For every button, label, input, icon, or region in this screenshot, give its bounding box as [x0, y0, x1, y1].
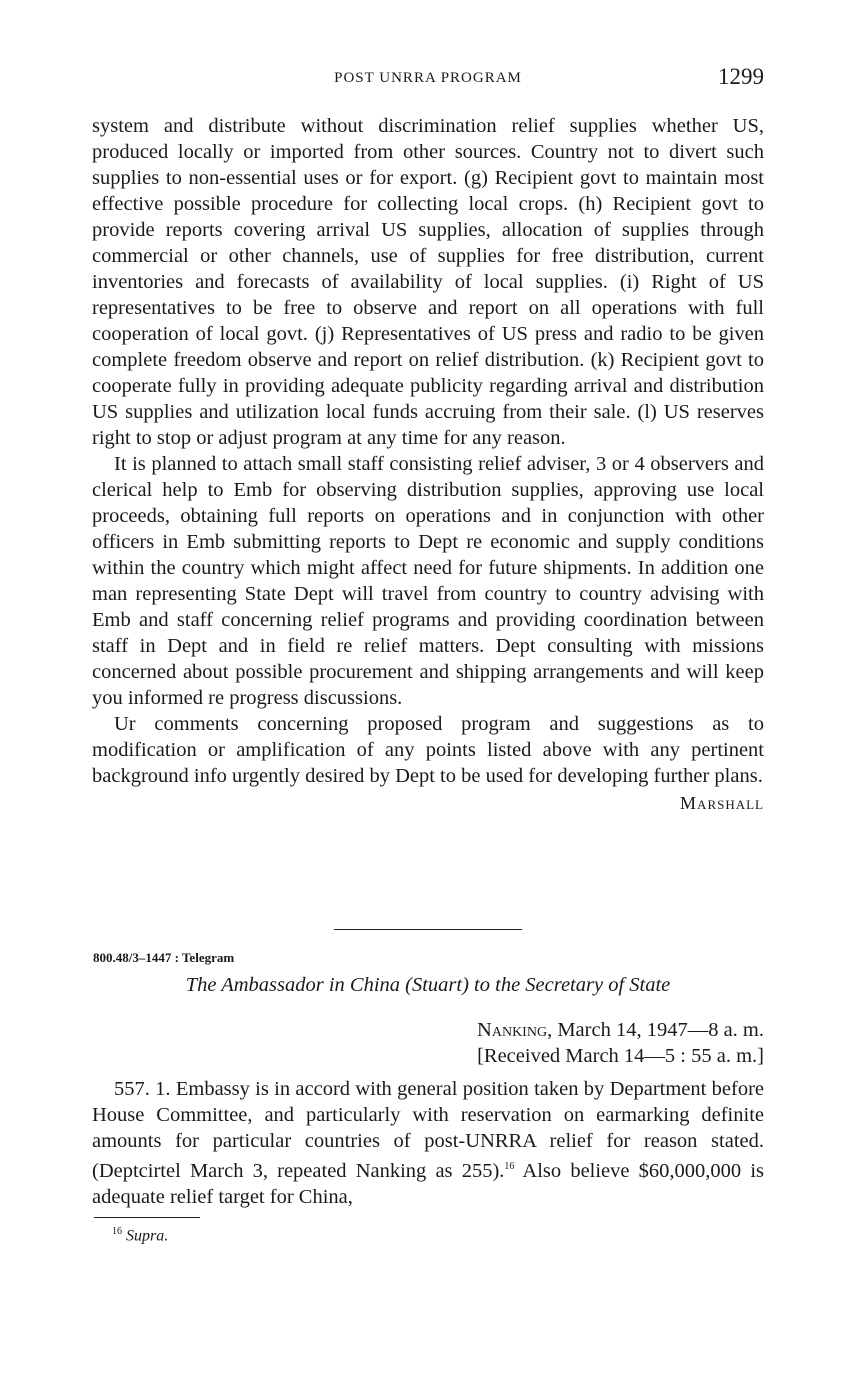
place-name: Nanking,: [477, 1019, 553, 1041]
telegram-body: [92, 1076, 764, 1210]
section-divider: [334, 929, 522, 930]
date-time: March 14, 1947—8 a. m.: [557, 1019, 764, 1041]
telegram-text: 557. 1. Embassy is in accord with general position taken by Department before House Committee, and particularly with reservation on earmarking definite amounts for particular countries of post-UNRRA relief for reason stated. (Deptcirtel March 3, repeated Nanking as 255).: [92, 1078, 764, 1182]
paragraph-relief-conditions: system and distribute without discrimination relief supplies whether US, produced locally or imported from other sources. Country not to divert such supplies to non-essential uses or for export. (g) Recipient govt to maintain most effective possible procedure for collecting local crops. (h) Recipient govt to provide reports covering arrival US supplies, allocation of supplies through commercial or other channels, use of supplies for free distribution, current inventories and forecasts of availability of local supplies. (i) Right of US representatives to be free to observe and report on all operations with full cooperation of local govt. (j) Representatives of US press and radio to be given complete freedom observe and report on relief distribution. (k) Recipient govt to cooperate fully in providing adequate publicity regarding arrival and distribution US supplies and utilization local funds accruing from their sale. (l) US reserves right to stop or adjust program at any time for any reason.: [92, 115, 764, 449]
continued-instruction-text: [92, 113, 764, 816]
running-title: POST UNRRA PROGRAM: [334, 70, 522, 86]
footnote: [112, 1226, 168, 1245]
running-head: [92, 64, 764, 94]
dateline: [477, 1017, 764, 1069]
signature-marshall: Marshall: [680, 793, 764, 813]
footnote-text: Supra.: [126, 1227, 169, 1245]
footnote-divider: [94, 1217, 200, 1218]
telegram-text-continued: Also believe $60,000,000 is adequate relief target for China,: [92, 1159, 764, 1208]
received-line: [Received March 14—5 : 55 a. m.]: [477, 1045, 764, 1067]
telegram-paragraph: [92, 1076, 764, 1210]
document-title: The Ambassador in China (Stuart) to the Secretary of State: [185, 974, 671, 996]
paragraph-comments-request: Ur comments concerning proposed program and suggestions as to modification or amplification of any points listed above with any pertinent background info urgently desired by Dept to be used for developing further plans.: [92, 713, 764, 787]
footnote-reference[interactable]: 16: [504, 1161, 515, 1172]
place-date-line: [477, 1017, 764, 1043]
page-number: 1299: [718, 64, 764, 89]
footnote-marker: 16: [112, 1226, 122, 1237]
paragraph-staffing-plan: It is planned to attach small staff consisting relief adviser, 3 or 4 observers and clerical help to Emb for observing distribution supplies, approving use local proceeds, obtaining full reports on operations and in conjunction with other officers in Emb submitting reports to Dept re economic and supply conditions within the country which might affect need for future shipments. In addition one man representing State Dept will travel from country to country advising with Emb and staff concerning relief programs and providing coordination between staff in Dept and in field re relief matters. Dept consulting with missions concerned about possible procurement and shipping arrangements and will keep you informed re progress discussions.: [92, 453, 764, 709]
document-reference: 800.48/3–1447 : Telegram: [93, 950, 235, 965]
